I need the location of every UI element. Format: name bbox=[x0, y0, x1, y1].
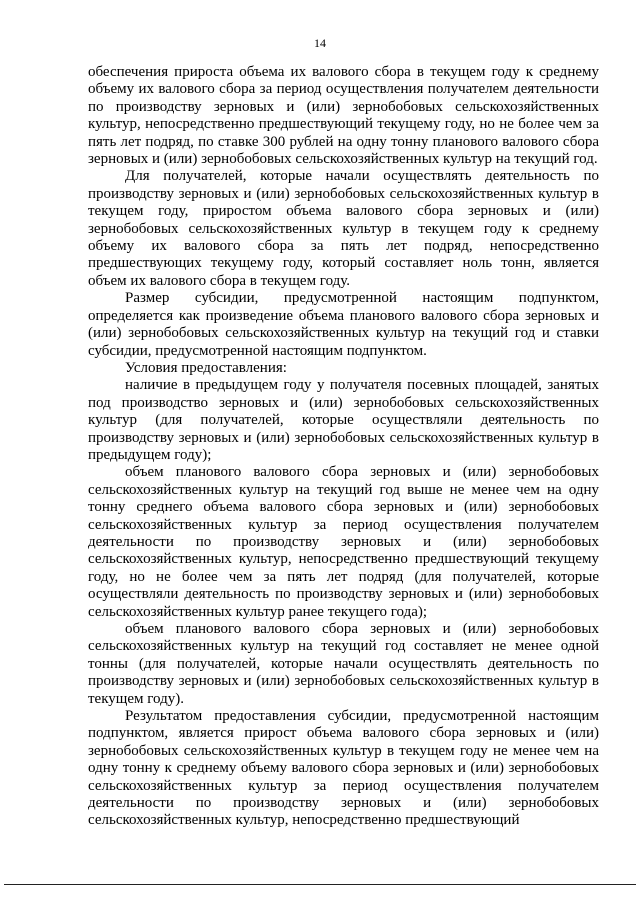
paragraph: Результатом предоставления субсидии, предусмотренной настоящим подпунктом, является прирост объема валового сбора зерновых и (или) зернобобовых сельскохозяйственных культур в текущем году не менее чем на одну тонну к среднему объему валового сбора зерновых и (или) зернобобовых сельскохозяйственных культур за период осуществления получателем деятельности по производству зерновых и (или) зернобобовых сельскохозяйственных культур, непосредственно предшествующий bbox=[88, 708, 599, 829]
paragraph: наличие в предыдущем году у получателя посевных площадей, занятых под производство зерновых и (или) зернобобовых сельскохозяйственных культур (для получателей, которые осуществляли деятельность по производству зерновых и (или) зернобобовых сельскохозяйственных культур в предыдущем году); bbox=[88, 377, 599, 463]
page-number: 14 bbox=[314, 36, 326, 50]
paragraph-continuation: обеспечения прироста объема их валового сбора в текущем году к среднему объему их валового сбора за период осуществления получателем деятельности по производству зерновых и (или) зернобобовых сельскохозяйственных культур, непосредственно предшествующий текущему году, но не более чем за пять лет подряд, по ставке 300 рублей на одну тонну планового валового сбора зерновых и (или) зернобобовых сельскохозяйственных культур на текущий год. bbox=[88, 64, 599, 168]
body-text bbox=[88, 64, 599, 830]
paragraph: объем планового валового сбора зерновых и (или) зернобобовых сельскохозяйственных культур на текущий год составляет не менее одной тонны (для получателей, которые начали осуществлять деятельность по производству зерновых и (или) зернобобовых сельскохозяйственных культур в текущем году). bbox=[88, 621, 599, 707]
paragraph: Размер субсидии, предусмотренной настоящим подпунктом, определяется как произведение объема планового валового сбора зерновых и (или) зернобобовых сельскохозяйственных культур на текущий год и ставки субсидии, предусмотренной настоящим подпунктом. bbox=[88, 290, 599, 359]
paragraph: Условия предоставления: bbox=[125, 359, 287, 376]
bottom-rule bbox=[4, 884, 636, 885]
paragraph: Для получателей, которые начали осуществлять деятельность по производству зерновых и (или) зернобобовых сельскохозяйственных культур в текущем году, приростом объема валового сбора зерновых и (или) зернобобовых сельскохозяйственных культур в текущем году к среднему объему их валового сбора за пять лет подряд, непосредственно предшествующих текущему году, который составляет ноль тонн, является объем их валового сбора в текущем году. bbox=[88, 168, 599, 289]
paragraph: объем планового валового сбора зерновых и (или) зернобобовых сельскохозяйственных культур на текущий год выше не менее чем на одну тонну среднего объема валового сбора зерновых и (или) зернобобовых сельскохозяйственных культур за период осуществления получателем деятельности по производству зерновых и (или) зернобобовых сельскохозяйственных культур, непосредственно предшествующий текущему году, но не более чем за пять лет подряд (для получателей, которые осуществляли деятельность по производству зерновых и (или) зернобобовых сельскохозяйственных культур ранее текущего года); bbox=[88, 464, 599, 620]
